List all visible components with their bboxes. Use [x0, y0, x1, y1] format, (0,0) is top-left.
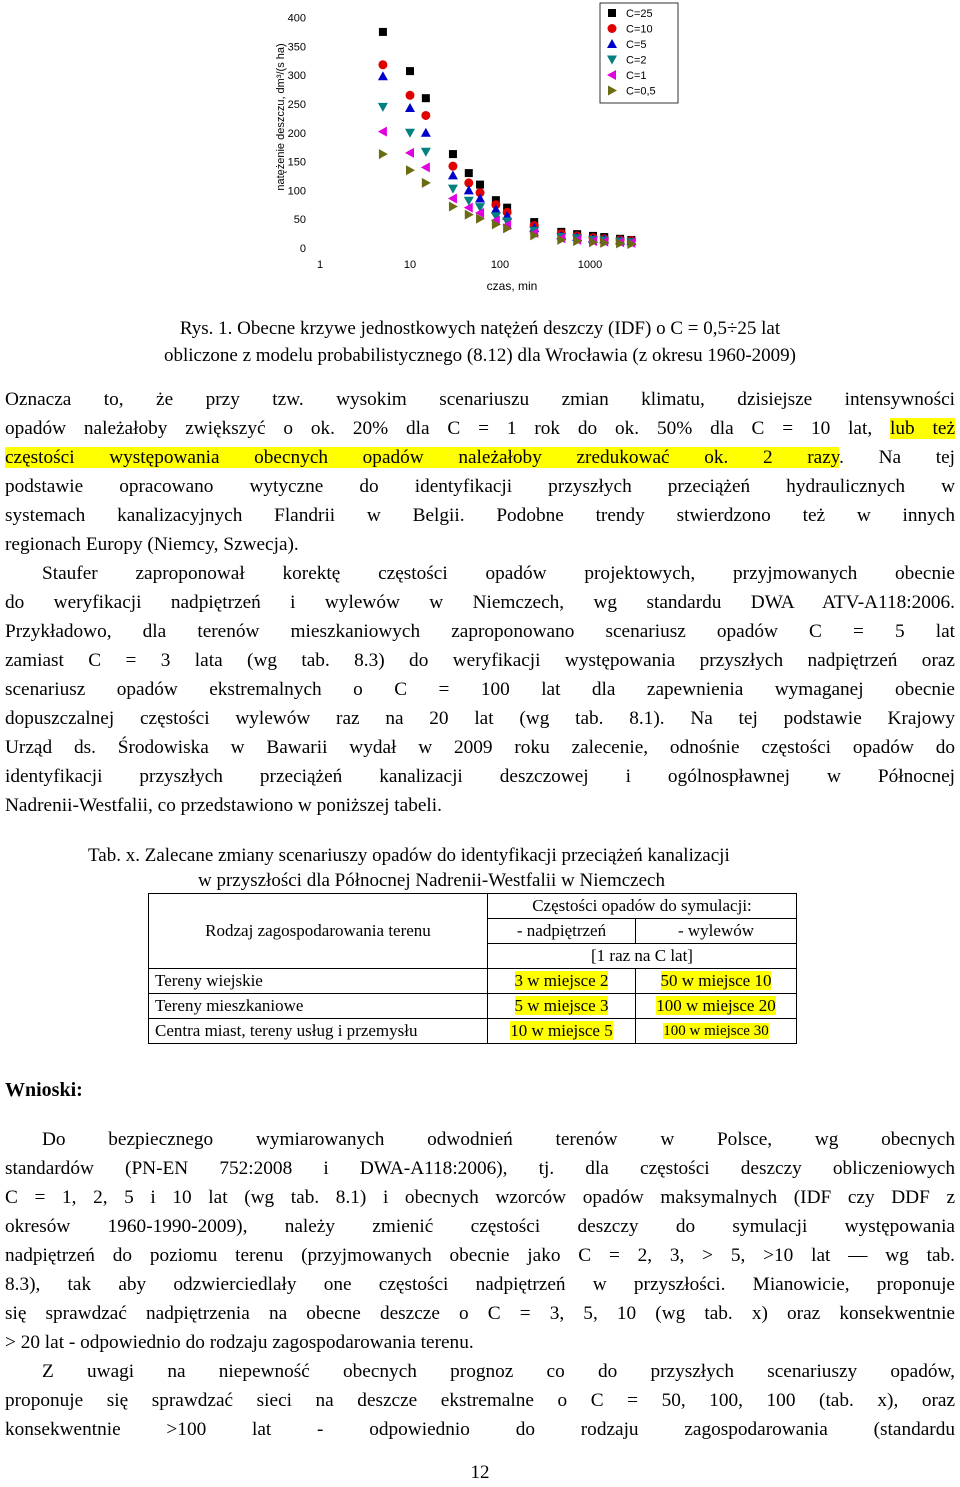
x-tick-label: 100	[490, 259, 510, 271]
y-tick-label: 250	[287, 98, 306, 111]
x-tick-label: 10	[403, 259, 417, 271]
table-row	[149, 969, 797, 994]
data-point	[476, 181, 484, 189]
p2-line3: Przykładowo, dla terenów mieszkaniowych zaproponowano scenariusz opadów C = 5 lat	[5, 621, 955, 642]
legend-label: C=0,5	[626, 85, 656, 98]
data-point	[379, 149, 388, 159]
y-tick-label: 200	[287, 127, 306, 140]
conclusions-paragraph-2	[5, 1357, 955, 1444]
p1-line2: opadów należałoby zwiększyć o ok. 20% dla C = 1 rok do ok. 50% dla C = 10 lat, lub też	[5, 418, 955, 439]
page-number: 12	[470, 1462, 490, 1483]
table-title-line2: w przyszłości dla Północnej Nadrenii-Westfalii w Niemczech	[198, 870, 665, 891]
c1-line1: Do bezpiecznego wymiarowanych odwodnień terenów w Polsce, wg obecnych	[42, 1129, 955, 1150]
legend-marker	[608, 9, 616, 17]
cell-flooding: 50 w miejsce 10	[660, 971, 772, 990]
table-row	[149, 1019, 797, 1044]
y-tick-label: 100	[287, 185, 306, 198]
data-point	[406, 67, 414, 75]
p2-line8: identyfikacji przyszłych przeciążeń kanalizacji deszczowej i ogólnospławnej w Północnej	[5, 766, 955, 787]
subheader-overflow: - nadpiętrzeń	[488, 919, 636, 944]
c2-line3: konsekwentnie >100 lat - odpowiednio do rodzaju zagospodarowania (standardu	[5, 1419, 955, 1440]
plot-area	[275, 13, 636, 293]
data-point	[421, 111, 430, 120]
data-point	[422, 94, 430, 102]
p2-line4: zamiast C = 3 lata (wg tab. 8.3) do weryfikacji występowania przyszłych nadpiętrzeń oraz	[5, 650, 955, 671]
cell-flooding: 100 w miejsce 20	[656, 996, 776, 1015]
c2-line1: Z uwagi na niepewność obecnych prognoz co do przyszłych scenariuszy opadów,	[42, 1361, 955, 1382]
data-point	[465, 169, 473, 177]
p1-line3: częstości występowania obecnych opadów należałoby zredukować ok. 2 razy. Na tej	[5, 447, 955, 468]
table-row	[149, 994, 797, 1019]
row-name: Centra miast, tereny usług i przemysłu	[149, 1019, 488, 1044]
p2-line1: Staufer zaproponował korektę częstości opadów projektowych, przyjmowanych obecnie	[42, 563, 955, 584]
data-point	[421, 128, 431, 137]
data-point	[406, 165, 415, 175]
data-point	[405, 129, 415, 138]
legend-label: C=1	[626, 70, 647, 82]
c1-line7: się sprawdzać nadpiętrzenia na obecne deszcze o C = 3, 5, 10 (wg tab. x) oraz konsekwentnie	[5, 1303, 955, 1324]
c2-line2: proponuje się sprawdzać sieci na deszcze ekstremalne o C = 50, 100, 100 (tab. x), oraz	[5, 1390, 955, 1411]
conclusions-heading: Wnioski:	[5, 1079, 83, 1101]
row-name: Tereny wiejskie	[149, 969, 488, 994]
paragraph-2	[5, 559, 955, 820]
data-point	[378, 127, 387, 137]
c1-line6: 8.3), tak aby odzwierciedlały one częstości nadpiętrzeń w przyszłości. Mianowicie, proponuje	[5, 1274, 955, 1295]
y-tick-label: 400	[287, 12, 306, 25]
x-tick-label: 1000	[577, 259, 603, 271]
recommendation-table	[148, 893, 797, 1044]
table-header-row	[149, 894, 797, 919]
legend-label: C=5	[626, 39, 647, 51]
cell-overflow: 5 w miejsce 3	[514, 996, 609, 1015]
figure-caption-line1: Rys. 1. Obecne krzywe jednostkowych natężeń deszczy (IDF) o C = 0,5÷25 lat	[179, 318, 781, 339]
p1-line6: regionach Europy (Niemcy, Szwecja).	[5, 534, 299, 555]
y-tick-label: 350	[287, 41, 306, 54]
p2-line7: Urząd ds. Środowiska w Bawarii wydał w 2009 roku zalecenie, odnośnie częstości opadów do	[5, 737, 955, 758]
idf-chart	[262, 0, 692, 295]
cell-overflow: 10 w miejsce 5	[510, 1021, 613, 1040]
table-title	[88, 843, 730, 893]
legend-label: C=25	[626, 8, 653, 20]
table-title-line1: Tab. x. Zalecane zmiany scenariuszy opadów do identyfikacji przeciążeń kanalizacji	[88, 845, 730, 866]
y-tick-label: 150	[287, 156, 306, 169]
data-point	[464, 185, 474, 194]
p1-line5: systemach kanalizacyjnych Flandrii w Belgii. Podobne trendy stwierdzono też w innych	[5, 505, 955, 526]
subheader-flooding: - wylewów	[636, 919, 797, 944]
data-point	[422, 178, 431, 188]
highlight-text: częstości występowania obecnych opadów należałoby zredukować ok. 2 razy	[5, 447, 840, 468]
row-name: Tereny mieszkaniowe	[149, 994, 488, 1019]
y-tick-label: 0	[299, 243, 306, 255]
figure-caption-line2: obliczone z modelu probabilistycznego (8.12) dla Wrocławia (z okresu 1960-2009)	[163, 345, 797, 366]
legend-label: C=2	[626, 54, 647, 67]
x-tick-label: 1	[316, 259, 324, 271]
data-point	[448, 162, 457, 171]
c1-line4: okresów 1960-1990-2009), należy zmienić częstości deszczy do symulacji występowania	[5, 1216, 955, 1237]
highlight-text: lub też	[890, 418, 955, 439]
cell-overflow: 3 w miejsce 2	[514, 971, 609, 990]
legend-marker	[608, 24, 617, 33]
data-point	[405, 148, 414, 158]
p1-line1: Oznacza to, że przy tzw. wysokim scenariuszu zmian klimatu, dzisiejsze intensywności	[5, 389, 955, 410]
data-point	[449, 150, 457, 158]
p2-line5: scenariusz opadów ekstremalnych o C = 100 lat dla zapewnienia wymaganej obecnie	[5, 679, 955, 700]
legend-label: C=10	[626, 23, 653, 36]
p1-line4: podstawie opracowano wytyczne do identyfikacji przyszłych przeciążeń hydraulicznych w	[5, 476, 955, 497]
data-point	[405, 103, 415, 112]
unit-cell: [1 raz na C lat]	[488, 944, 797, 969]
group-header: Częstości opadów do symulacji:	[488, 894, 797, 919]
cell-flooding: 100 w miejsce 30	[663, 1022, 769, 1039]
data-point	[421, 148, 431, 157]
figure-caption	[0, 315, 960, 369]
p2-line6: dopuszczalnej częstości wylewów raz na 20 lat (wg tab. 8.1). Na tej podstawie Krajowy	[5, 708, 955, 729]
data-point	[379, 28, 387, 36]
data-point	[448, 170, 458, 179]
column-header-land-use: Rodzaj zagospodarowania terenu	[149, 894, 488, 969]
data-point	[378, 60, 387, 69]
x-axis-label: czas, min	[486, 279, 538, 293]
y-axis-label: natężenie deszczu, dm³/(s ha)	[275, 43, 287, 191]
data-point	[421, 162, 430, 172]
conclusions-paragraph-1	[5, 1125, 955, 1357]
data-point	[448, 185, 458, 194]
c1-line5: nadpiętrzeń do poziomu terenu (przyjmowanych obecnie jako C = 2, 3, > 5, >10 lat ― wg tab.	[5, 1245, 955, 1266]
data-point	[378, 103, 388, 112]
data-point	[378, 71, 388, 80]
c1-line8: > 20 lat - odpowiednio do rodzaju zagospodarowania terenu.	[5, 1332, 474, 1353]
paragraph-1	[5, 385, 955, 559]
p2-line2: do weryfikacji nadpiętrzeń i wylewów w Niemczech, wg standardu DWA ATV-A118:2006.	[5, 592, 955, 613]
y-tick-label: 50	[293, 214, 306, 227]
y-tick-label: 300	[287, 70, 306, 83]
c1-line2: standardów (PN-EN 752:2008 i DWA-A118:2006), tj. dla częstości deszczy obliczeniowych	[5, 1158, 955, 1179]
p2-line9: Nadrenii-Westfalii, co przedstawiono w poniższej tabeli.	[5, 795, 442, 816]
data-point	[406, 91, 415, 100]
chart-legend	[600, 3, 678, 103]
c1-line3: C = 1, 2, 5 i 10 lat (wg tab. 8.1) i obecnych wzorców opadów maksymalnych (IDF czy DDF z	[5, 1187, 955, 1208]
